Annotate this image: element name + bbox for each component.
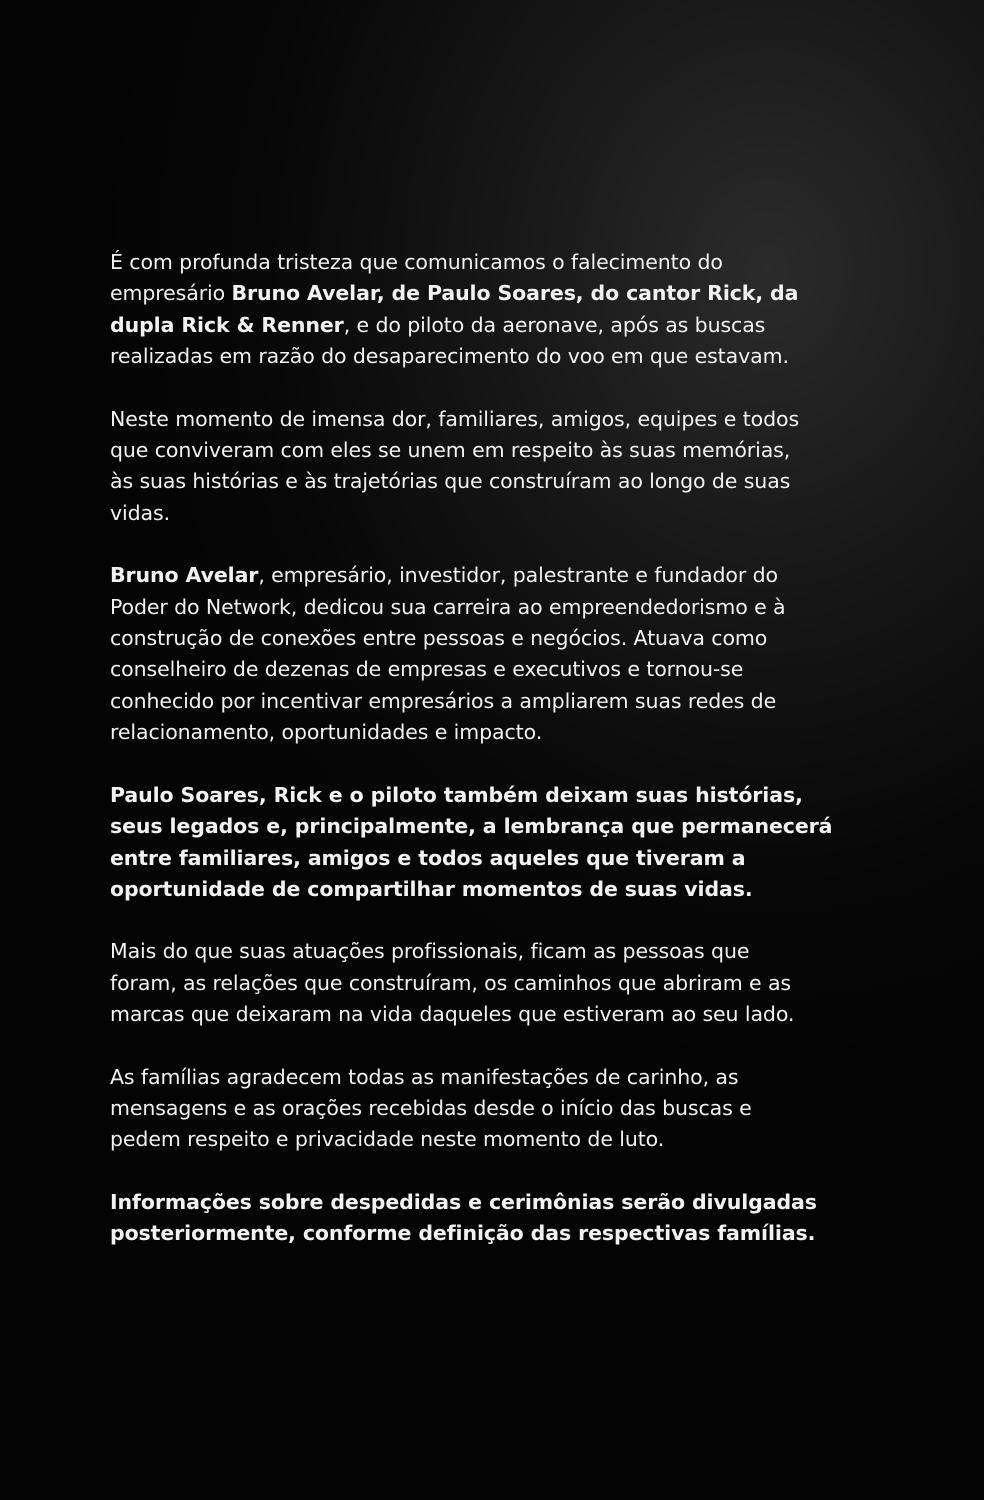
text: As famílias agradecem todas as manifestações de carinho, as — [110, 1064, 739, 1089]
note-body — [110, 247, 880, 1281]
text: Mais do que suas atuações profissionais, ficam as pessoas que — [110, 939, 750, 964]
text: relacionamento, oportunidades e impacto. — [110, 720, 543, 745]
paragraph-2 — [110, 404, 880, 530]
text: , empresário, investidor, palestrante e fundador do — [258, 563, 778, 588]
text-line — [110, 1093, 880, 1124]
text-line — [110, 404, 880, 435]
text: às suas histórias e às trajetórias que construíram ao longo de suas — [110, 469, 791, 494]
text: conselheiro de dezenas de empresas e executivos e tornou-se — [110, 657, 744, 682]
text-line — [110, 592, 880, 623]
text: foram, as relações que construíram, os caminhos que abriram e as — [110, 970, 791, 995]
text: vidas. — [110, 500, 170, 525]
text-line — [110, 1124, 880, 1155]
text: conhecido por incentivar empresários a ampliarem suas redes de — [110, 688, 777, 713]
bold-text: Paulo Soares, Rick e o piloto também deixam suas histórias, — [110, 782, 803, 807]
text-line — [110, 717, 880, 748]
text: empresário — [110, 281, 232, 306]
text: pedem respeito e privacidade neste momento de luto. — [110, 1127, 665, 1152]
text: marcas que deixaram na vida daqueles que estiveram ao seu lado. — [110, 1002, 795, 1027]
text-line — [110, 1062, 880, 1093]
text-line — [110, 498, 880, 529]
text-line — [110, 811, 880, 842]
text-line — [110, 1218, 880, 1249]
text: construção de conexões entre pessoas e negócios. Atuava como — [110, 626, 768, 651]
paragraph-3 — [110, 560, 880, 748]
text-line — [110, 623, 880, 654]
text: Poder do Network, dedicou sua carreira ao empreendedorismo e à — [110, 594, 786, 619]
text: É com profunda tristeza que comunicamos o falecimento do — [110, 250, 723, 274]
text: Neste momento de imensa dor, familiares, amigos, equipes e todos — [110, 406, 800, 431]
paragraph-1 — [110, 247, 880, 373]
bold-text: entre familiares, amigos e todos aqueles que tiveram a — [110, 845, 746, 870]
text-line — [110, 999, 880, 1030]
text-line — [110, 780, 880, 811]
bold-text: Bruno Avelar, de Paulo Soares, do cantor Rick, da — [231, 281, 799, 306]
bold-text: oportunidade de compartilhar momentos de suas vidas. — [110, 876, 753, 901]
text-line — [110, 874, 880, 905]
text-line — [110, 654, 880, 685]
paragraph-6 — [110, 1062, 880, 1156]
text-line — [110, 247, 880, 278]
text-line — [110, 435, 880, 466]
text: mensagens e as orações recebidas desde o início das buscas e — [110, 1095, 752, 1120]
text-line — [110, 560, 880, 591]
paragraph-7 — [110, 1187, 880, 1250]
text-line — [110, 310, 880, 341]
bold-text: posteriormente, conforme definição das respectivas famílias. — [110, 1221, 816, 1246]
text-line — [110, 466, 880, 497]
text-line — [110, 686, 880, 717]
text: realizadas em razão do desaparecimento do voo em que estavam. — [110, 344, 789, 369]
paragraph-5 — [110, 936, 880, 1030]
bold-text: seus legados e, principalmente, a lembrança que permanecerá — [110, 814, 833, 839]
text-line — [110, 1187, 880, 1218]
text: , e do piloto da aeronave, após as buscas — [343, 312, 766, 337]
bold-text: Informações sobre despedidas e cerimônias serão divulgadas — [110, 1189, 817, 1214]
bold-text: Bruno Avelar — [110, 563, 259, 588]
text-line — [110, 936, 880, 967]
paragraph-4 — [110, 780, 880, 906]
text: que conviveram com eles se unem em respeito às suas memórias, — [110, 438, 791, 463]
text-line — [110, 843, 880, 874]
text-line — [110, 278, 880, 309]
bold-text: dupla Rick & Renner — [110, 312, 344, 337]
text-line — [110, 968, 880, 999]
text-line — [110, 341, 880, 372]
